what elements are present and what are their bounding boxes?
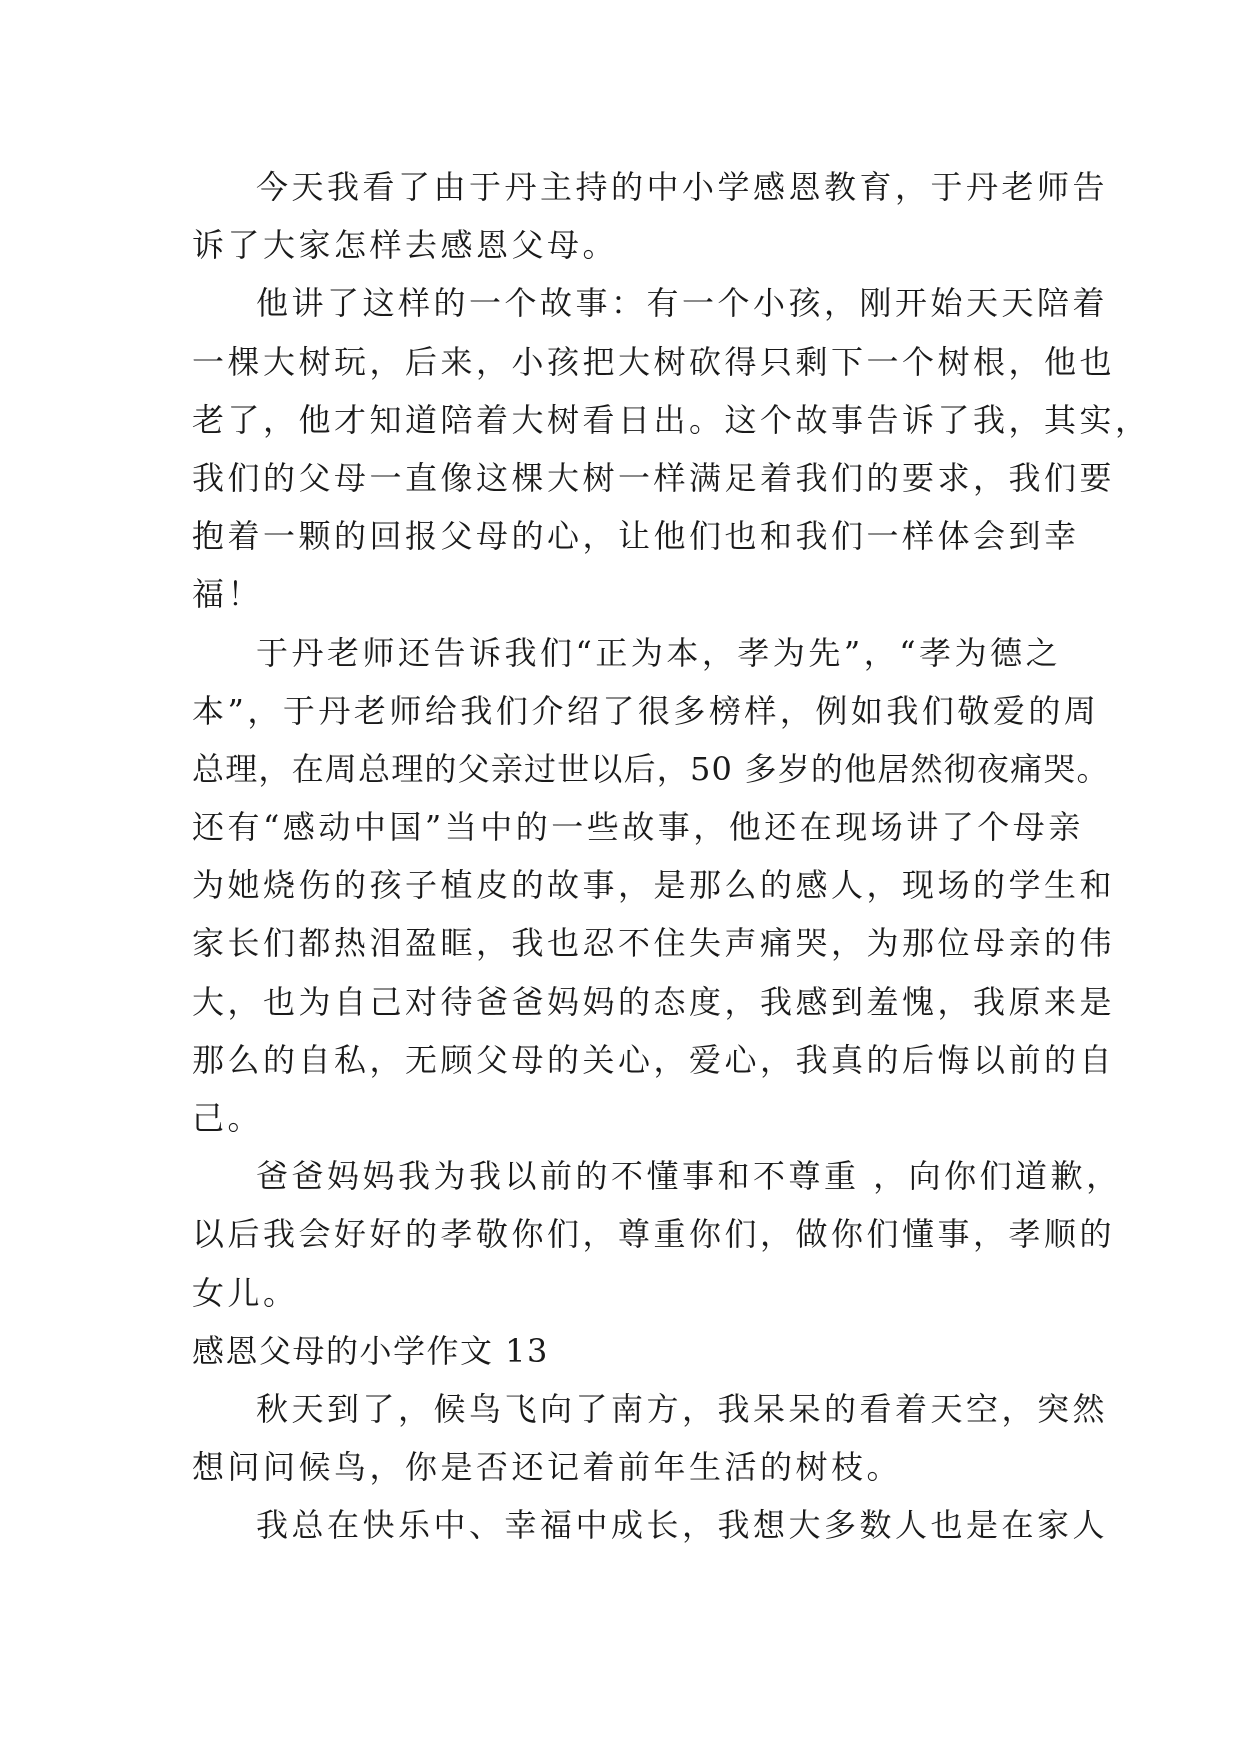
paragraph-5-line-1: 秋天到了，候鸟飞向了南方，我呆呆的看着天空，突然 <box>256 1389 1109 1428</box>
paragraph-3-line-7: 大，也为自己对待爸爸妈妈的态度，我感到羞愧，我原来是 <box>192 982 1116 1021</box>
paragraph-3-line-5: 为她烧伤的孩子植皮的故事，是那么的感人，现场的学生和 <box>192 866 1116 905</box>
paragraph-4-line-3: 女儿。 <box>192 1273 299 1312</box>
paragraph-3-line-8: 那么的自私，无顾父母的关心，爱心，我真的后悔以前的自 <box>192 1040 1116 1079</box>
paragraph-2-line-5: 抱着一颗的回报父母的心，让他们也和我们一样体会到幸 <box>192 517 1080 556</box>
paragraph-3-line-1: 于丹老师还告诉我们“正为本，孝为先”，“孝为德之 <box>256 633 1062 672</box>
paragraph-4-line-1: 爸爸妈妈我为我以前的不懂事和不尊重 ，向你们道歉， <box>256 1157 1122 1196</box>
paragraph-2-line-6: 福！ <box>192 575 264 614</box>
paragraph-3-line-9: 己。 <box>192 1099 264 1137</box>
paragraph-5-line-2: 想问问候鸟，你是否还记着前年生活的树枝。 <box>192 1448 903 1487</box>
paragraph-3-line-2: 本”，于丹老师给我们介绍了很多榜样，例如我们敬爱的周 <box>192 691 1100 730</box>
paragraph-3-line-4: 还有“感动中国”当中的一些故事，他还在现场讲了个母亲 <box>192 808 1084 847</box>
document-body <box>192 158 1151 1555</box>
paragraph-6-line-1: 我总在快乐中、幸福中成长，我想大多数人也是在家人 <box>256 1506 1109 1545</box>
paragraph-1-line-1: 今天我看了由于丹主持的中小学感恩教育，于丹老师告 <box>256 168 1109 206</box>
paragraph-2-line-1: 他讲了这样的一个故事：有一个小孩，刚开始天天陪着 <box>256 284 1109 323</box>
paragraph-2-line-3: 老了，他才知道陪着大树看日出。这个故事告诉了我，其实， <box>192 400 1151 439</box>
paragraph-3-line-6: 家长们都热泪盈眶，我也忍不住失声痛哭，为那位母亲的伟 <box>192 924 1116 963</box>
paragraph-2-line-2: 一棵大树玩，后来，小孩把大树砍得只剩下一个树根，他也 <box>192 342 1116 381</box>
paragraph-2-line-4: 我们的父母一直像这棵大树一样满足着我们的要求，我们要 <box>192 458 1116 497</box>
paragraph-4-line-2: 以后我会好好的孝敬你们，尊重你们，做你们懂事，孝顺的 <box>192 1215 1116 1254</box>
paragraph-3-line-3: 总理，在周总理的父亲过世以后，50 多岁的他居然彻夜痛哭。 <box>192 749 1110 788</box>
section-heading: 感恩父母的小学作文 13 <box>192 1331 549 1370</box>
paragraph-1-line-2: 诉了大家怎样去感恩父母。 <box>192 226 619 265</box>
